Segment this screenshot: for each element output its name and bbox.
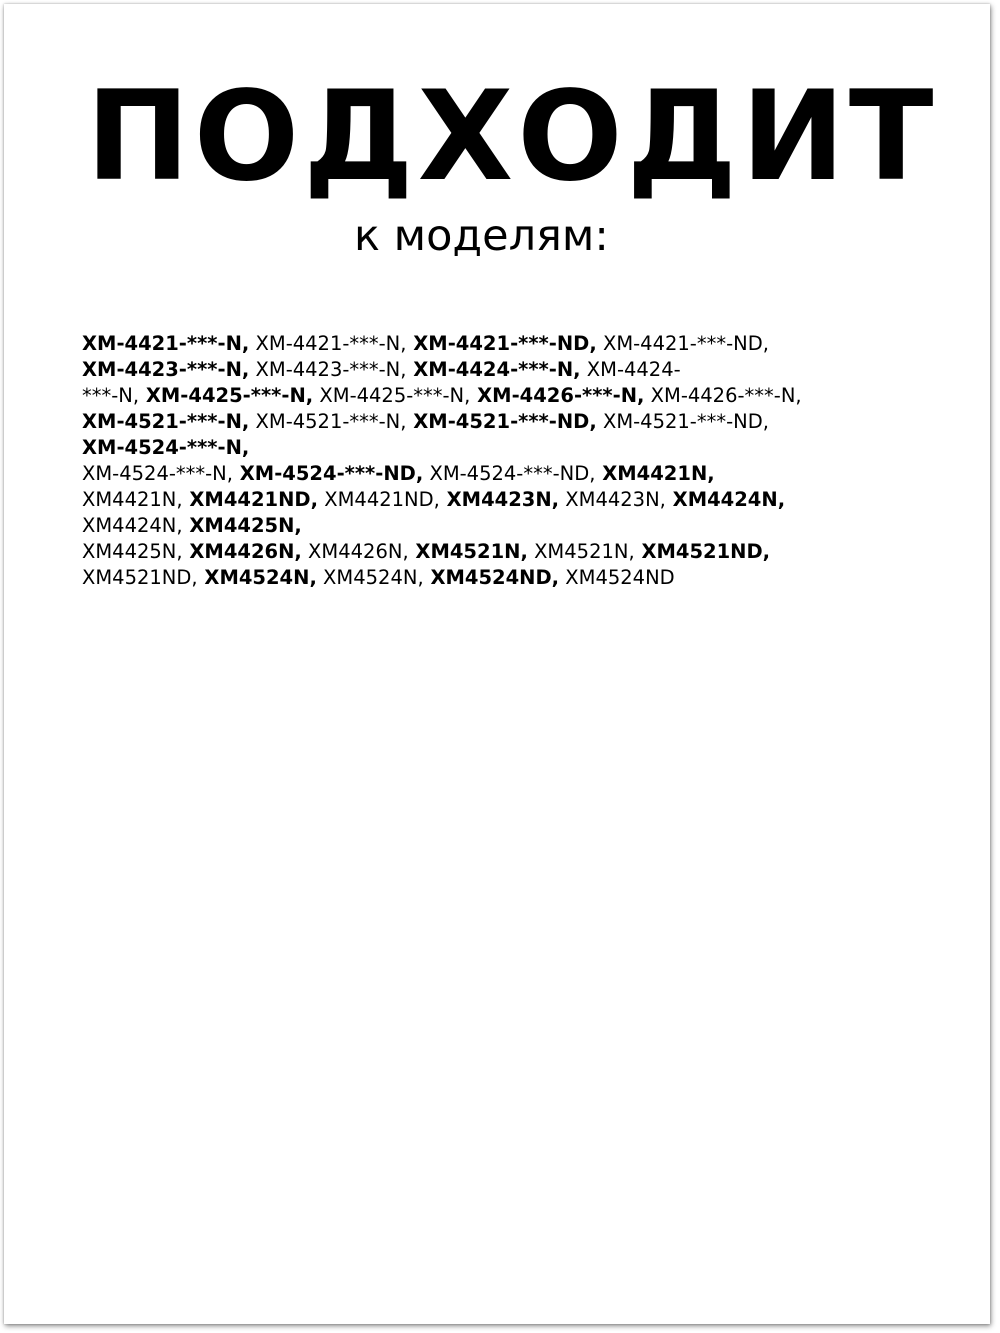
model-list-line — [82, 409, 962, 435]
model-list-line — [82, 435, 962, 461]
model-name: XM-4425-***-N, — [139, 384, 314, 407]
model-name: XM-4426-***-N, — [644, 384, 802, 407]
model-name: XM-4424-***-N, — [406, 358, 581, 381]
model-name: XM-4521-***-N, — [249, 410, 407, 433]
model-name: XM-4421-***-N, — [82, 332, 250, 355]
model-name: XM4521N, — [408, 540, 528, 563]
model-name: XM-4421-***-N, — [249, 332, 407, 355]
page-subtitle: к моделям: — [354, 211, 609, 261]
model-name: XM4425N, — [82, 540, 183, 563]
model-list-line — [82, 461, 962, 487]
model-name: XM-4421-***-ND, — [596, 332, 769, 355]
model-name: XM-4521-***-ND, — [596, 410, 769, 433]
model-name: XM-4524-***-N, — [82, 462, 233, 485]
model-name: XM-4521-***-N, — [82, 410, 250, 433]
model-name: XM-4423-***-N, — [249, 358, 407, 381]
model-name: XM4426N, — [182, 540, 302, 563]
model-name: XM4423N, — [439, 488, 560, 511]
model-list-line — [82, 487, 962, 513]
model-list-line — [82, 383, 962, 409]
model-name: XM4524ND — [559, 566, 675, 589]
model-name: XM4421ND, — [182, 488, 319, 511]
model-name: XM-4524-***-N, — [82, 436, 250, 459]
model-name: XM-4421-***-ND, — [406, 332, 597, 355]
model-name: XM4421N, — [82, 488, 183, 511]
model-name: XM-4524-***-ND, — [232, 462, 424, 485]
model-name: XM4421ND, — [318, 488, 440, 511]
model-name: XM4524N, — [197, 566, 317, 589]
model-name: XM4424N, — [82, 514, 183, 537]
document-card — [4, 4, 990, 1324]
model-name: XM4521ND, — [82, 566, 198, 589]
model-list — [82, 331, 962, 591]
model-name: XM-4426-***-N, — [470, 384, 645, 407]
model-name: XM-4423-***-N, — [82, 358, 250, 381]
model-name: XM4423N, — [559, 488, 666, 511]
model-list-line — [82, 513, 962, 539]
model-name: ***-N, — [82, 384, 140, 407]
page-title: ПОДХОДИТ — [86, 65, 938, 209]
model-name: XM4521N, — [527, 540, 635, 563]
model-list-line — [82, 331, 962, 357]
model-name: XM-4424- — [580, 358, 681, 381]
model-list-line — [82, 565, 962, 591]
model-name: XM4425N, — [182, 514, 302, 537]
model-name: XM-4425-***-N, — [313, 384, 471, 407]
model-name: XM4424N, — [665, 488, 786, 511]
model-name: XM4421N, — [595, 462, 715, 485]
model-name: XM4521ND, — [634, 540, 771, 563]
model-name: XM4426N, — [301, 540, 409, 563]
model-name: XM4524N, — [316, 566, 424, 589]
model-name: XM4524ND, — [423, 566, 560, 589]
model-list-line — [82, 539, 962, 565]
model-name: XM-4521-***-ND, — [406, 410, 597, 433]
model-name: XM-4524-***-ND, — [423, 462, 596, 485]
model-list-line — [82, 357, 962, 383]
